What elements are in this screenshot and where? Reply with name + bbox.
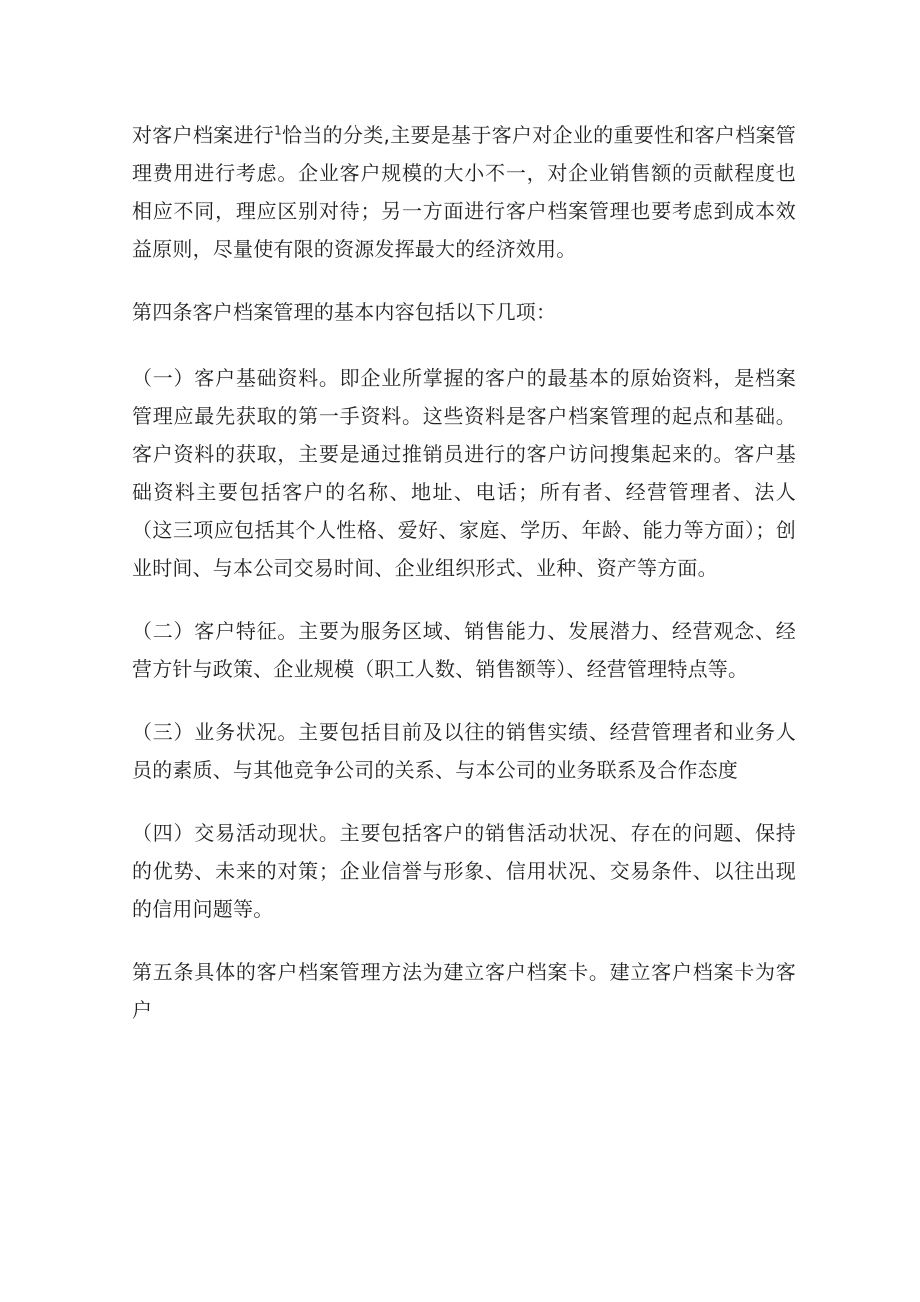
article-5-paragraph: 第五条具体的客户档案管理方法为建立客户档案卡。建立客户档案卡为客户 — [132, 960, 796, 1022]
article-4-heading: 第四条客户档案管理的基本内容包括以下几项： — [132, 300, 557, 324]
content-item-3: （三）业务状况。主要包括目前及以往的销售实绩、经营管理者和业务人员的素质、与其他竞争公司的关系、与本公司的业务联系及合作态度 — [132, 720, 796, 782]
content-item-2: （二）客户特征。主要为服务区域、销售能力、发展潜力、经营观念、经营方针与政策、企业规模（职工人数、销售额等）、经营管理特点等。 — [132, 619, 796, 681]
content-item-4: （四）交易活动现状。主要包括客户的销售活动状况、存在的问题、保持的优势、未来的对策；企业信誉与形象、信用状况、交易条件、以往出现的信用问题等。 — [132, 821, 796, 921]
document-page — [132, 116, 796, 1054]
intro-text-rest: 恰当的分类,主要是基于客户对企业的重要性和客户档案管理费用进行考虑。企业客户规模的大小不一，对企业销售额的贡献程度也相应不同，理应区别对待；另一方面进行客户档案管理也要考虑到成本效益原则，尽量使有限的资源发挥最大的经济效用。 — [132, 123, 796, 261]
intro-text-start: 对客户档案进行 — [132, 123, 275, 147]
footnote-mark: 1 — [274, 123, 282, 138]
content-item-1: （一）客户基础资料。即企业所掌握的客户的最基本的原始资料，是档案管理应最先获取的第一手资料。这些资料是客户档案管理的起点和基础。客户资料的获取，主要是通过推销员进行的客户访问搜集起来的。客户基础资料主要包括客户的名称、地址、电话；所有者、经营管理者、法人（这三项应包括其个人性格、爱好、家庭、学历、年龄、能力等方面）；创业时间、与本公司交易时间、企业组织形式、业种、资产等方面。 — [132, 366, 796, 580]
intro-paragraph — [132, 116, 796, 268]
